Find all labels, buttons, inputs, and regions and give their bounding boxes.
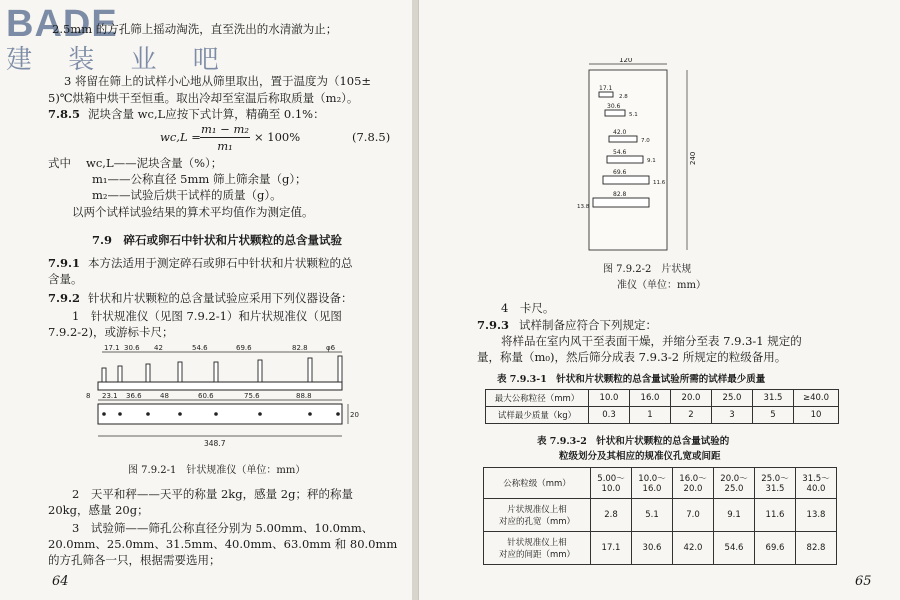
slot-label: 30.6	[607, 103, 621, 110]
table-row	[486, 390, 839, 407]
section-text: 针状和片状颗粒的总含量试验应采用下列仪器设备：	[88, 291, 353, 305]
table-row	[484, 499, 837, 532]
dim-label: 69.6	[236, 344, 252, 352]
section-number: 7.9.2	[48, 291, 81, 305]
slot-label: 42.0	[613, 129, 627, 136]
slot-label: 54.6	[613, 149, 627, 156]
dim-label: 88.8	[296, 392, 312, 400]
list-item: 7.9.2-2)，或游标卡尺；	[48, 325, 174, 339]
table-cell: 54.6	[714, 532, 755, 565]
row-label: 针状规准仪上相 对应的间距（mm）	[484, 532, 591, 565]
slot-label: 82.8	[613, 191, 627, 198]
min-mass-table	[485, 389, 839, 424]
dim-width: 120	[619, 58, 633, 64]
formula-tail: × 100%	[254, 130, 301, 144]
section-text: 含量。	[48, 272, 83, 286]
dim-label: 23.1	[102, 392, 118, 400]
text-line: 以两个试样试验结果的算术平均值作为测定值。	[72, 205, 314, 219]
text-line: 5)℃烘箱中烘干至恒重。取出冷却至室温后称取质量（m₂）。	[48, 91, 359, 105]
gap-label: 9.1	[647, 158, 656, 164]
table-cell: 7.0	[673, 499, 714, 532]
dim-label: 75.6	[244, 392, 260, 400]
dim-label: 17.1	[104, 344, 120, 352]
needle-gauge-figure	[80, 340, 360, 460]
section-number: 7.9.3	[477, 318, 510, 332]
figure-caption: 图 7.9.2-1 针状规准仪（单位：mm）	[128, 465, 306, 476]
table-cell: 30.6	[632, 532, 673, 565]
logo-chinese: 建 装 业 吧	[6, 45, 233, 75]
section-text: 量，称量（m₀)，然后筛分成表 7.9.3-2 所规定的粒级备用。	[477, 350, 787, 364]
table-cell: 3	[712, 407, 753, 424]
right-page	[418, 0, 900, 600]
section-title: 7.9 碎石或卵石中针状和片状颗粒的总含量试验	[92, 233, 343, 247]
where-item: m₂——试验后烘干试样的质量（g）。	[92, 188, 282, 202]
table-cell: 31.5	[753, 390, 794, 407]
slot-label: 17.1	[599, 85, 613, 92]
dim-height: 240	[689, 151, 697, 165]
bade-logo	[6, 4, 233, 74]
table-header: 16.0～ 20.0	[673, 468, 714, 499]
gap-label: 5.1	[629, 112, 638, 118]
table-cell: 11.6	[755, 499, 796, 532]
dim-total: 348.7	[204, 439, 226, 448]
table-cell: 69.6	[755, 532, 796, 565]
logo-brand: BADE	[6, 3, 118, 45]
row-label: 片状规准仪上相 对应的孔宽（mm）	[484, 499, 591, 532]
table-cell: 17.1	[591, 532, 632, 565]
flake-gauge-figure	[569, 58, 709, 258]
table-row	[484, 532, 837, 565]
table-title: 表 7.9.3-2 针状和片状颗粒的总含量试验的	[537, 436, 730, 447]
table-cell: 5	[753, 407, 794, 424]
gap-label: 11.6	[653, 180, 666, 186]
table-cell: 5.1	[632, 499, 673, 532]
table-cell: ≥40.0	[794, 390, 839, 407]
dim-label: 48	[160, 392, 169, 400]
table-cell: 20.0	[671, 390, 712, 407]
list-item: 的方孔筛各一只，根据需要选用；	[48, 553, 221, 567]
dim-label: φ6	[326, 344, 336, 352]
dim-label: 82.8	[292, 344, 308, 352]
formula-number: (7.8.5)	[352, 130, 391, 144]
gap-label: 7.0	[641, 138, 650, 144]
gap-label: 13.8	[577, 204, 590, 210]
table-cell: 2	[671, 407, 712, 424]
section-text: 将样品在室内风干至表面干燥，并缩分至表 7.9.3-1 规定的	[501, 334, 802, 348]
dim-label: 60.6	[198, 392, 214, 400]
list-item: 20kg，感量 20g；	[48, 503, 149, 517]
figure-caption: 图 7.9.2-2 片状规	[603, 264, 692, 275]
list-item: 3 试验筛——筛孔公称直径分别为 5.00mm、10.0mm、	[72, 521, 374, 535]
where-item: m₁——公称直径 5mm 筛上筛余量（g）；	[92, 172, 307, 186]
table-title: 粒级划分及其相应的规准仪孔宽或间距	[559, 451, 721, 462]
list-item: 2 天平和秤——天平的称量 2kg，感量 2g；秤的称量	[72, 487, 353, 501]
table-row	[484, 468, 837, 499]
dim-label: 36.6	[126, 392, 142, 400]
table-title: 表 7.9.3-1 针状和片状颗粒的总含量试验所需的试样最少质量	[497, 374, 766, 385]
table-cell: 25.0	[712, 390, 753, 407]
table-header: 31.5～ 40.0	[796, 468, 837, 499]
section-number: 7.8.5	[48, 107, 81, 121]
table-cell: 10	[794, 407, 839, 424]
table-cell: 10.0	[589, 390, 630, 407]
dim-label: 30.6	[124, 344, 140, 352]
section-text: 本方法适用于测定碎石或卵石中针状和片状颗粒的总	[88, 256, 353, 270]
gap-label: 2.8	[619, 94, 628, 100]
dim-label: 54.6	[192, 344, 208, 352]
dim-label: 8	[86, 392, 91, 400]
figure-caption: 准仪（单位：mm）	[617, 280, 706, 291]
table-cell: 2.8	[591, 499, 632, 532]
table-cell: 82.8	[796, 532, 837, 565]
left-page	[0, 0, 413, 600]
table-cell: 16.0	[630, 390, 671, 407]
table-header: 25.0～ 31.5	[755, 468, 796, 499]
section-number: 7.9.1	[48, 256, 81, 270]
text-line: 2.5mm 的方孔筛上摇动淘洗，直至洗出的水清澈为止；	[52, 22, 338, 36]
dim-label: 42	[154, 344, 163, 352]
table-header: 20.0～ 25.0	[714, 468, 755, 499]
table-cell: 最大公称粒径（mm）	[486, 390, 589, 407]
table-header: 5.00～ 10.0	[591, 468, 632, 499]
list-item: 1 针状规准仪（见图 7.9.2-1）和片状规准仪（见图	[72, 309, 342, 323]
table-cell: 13.8	[796, 499, 837, 532]
formula-denominator: m₁	[217, 139, 233, 153]
table-cell: 9.1	[714, 499, 755, 532]
page-number: 64	[52, 574, 69, 589]
slot-label: 69.6	[613, 169, 627, 176]
where-item: wc,L——泥块含量（%）；	[86, 156, 223, 170]
where-label: 式中	[48, 156, 71, 170]
list-item: 20.0mm、25.0mm、31.5mm、40.0mm、63.0mm 和 80.0mm	[48, 537, 398, 551]
text-line: 3 将留在筛上的试样小心地从筛里取出，置于温度为（105±	[64, 74, 372, 88]
section-text: 试样制备应符合下列规定：	[519, 318, 657, 332]
formula-numerator: m₁ − m₂	[201, 122, 249, 136]
table-header: 10.0～ 16.0	[632, 468, 673, 499]
grading-table	[483, 467, 837, 565]
table-cell: 42.0	[673, 532, 714, 565]
table-cell: 0.3	[589, 407, 630, 424]
table-header: 公称粒级（mm）	[484, 468, 591, 499]
formula-lhs: wc,L =	[160, 130, 201, 144]
table-cell: 试样最少质量（kg）	[486, 407, 589, 424]
fraction-bar	[200, 137, 250, 138]
section-text: 泥块含量 wc,L应按下式计算，精确至 0.1%：	[88, 107, 325, 121]
table-row	[486, 407, 839, 424]
table-cell: 1	[630, 407, 671, 424]
page-number: 65	[855, 574, 872, 589]
dim-height: 20	[350, 411, 359, 419]
list-item: 4 卡尺。	[501, 301, 555, 315]
